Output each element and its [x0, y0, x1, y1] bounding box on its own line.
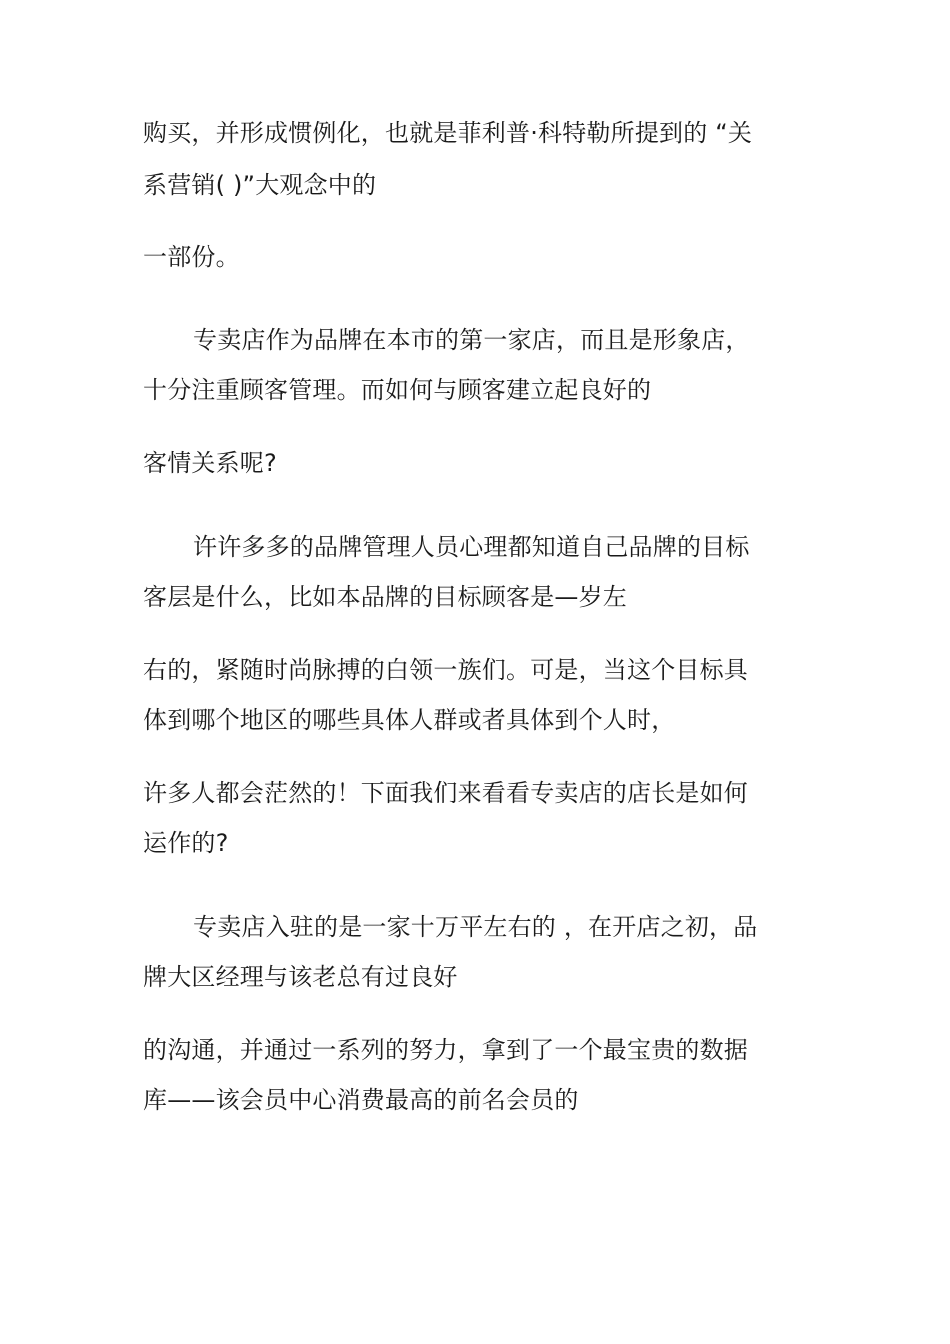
text-line: 体到哪个地区的哪些具体人群或者具体到个人时， — [143, 706, 676, 734]
text-line: 运作的? — [143, 829, 229, 857]
text-line: 客情关系呢? — [143, 449, 277, 477]
text-line: 一部份。 — [143, 243, 240, 271]
text-line: 购买，并形成惯例化，也就是菲利普·科特勒所提到的 “关 — [143, 119, 753, 147]
text-line: 的沟通，并通过一系列的努力，拿到了一个最宝贵的数据 — [143, 1036, 748, 1064]
text-line: 库——该会员中心消费最高的前名会员的 — [143, 1086, 579, 1114]
text-line: 系营销( )”大观念中的 — [143, 171, 377, 199]
text-line: 右的，紧随时尚脉搏的白领一族们。可是，当这个目标具 — [143, 656, 748, 684]
text-line: 牌大区经理与该老总有过良好 — [143, 963, 458, 991]
text-line: 十分注重顾客管理。而如何与顾客建立起良好的 — [143, 376, 652, 404]
paragraph-first-line: 许许多多的品牌管理人员心理都知道自己品牌的目标 — [193, 533, 750, 561]
paragraph-first-line: 专卖店入驻的是一家十万平左右的 ，在开店之初，品 — [193, 913, 758, 941]
text-line: 客层是什么，比如本品牌的目标顾客是—岁左 — [143, 583, 627, 611]
text-line: 许多人都会茫然的！下面我们来看看专卖店的店长是如何 — [143, 779, 748, 807]
paragraph-first-line: 专卖店作为品牌在本市的第一家店，而且是形象店， — [193, 326, 750, 354]
